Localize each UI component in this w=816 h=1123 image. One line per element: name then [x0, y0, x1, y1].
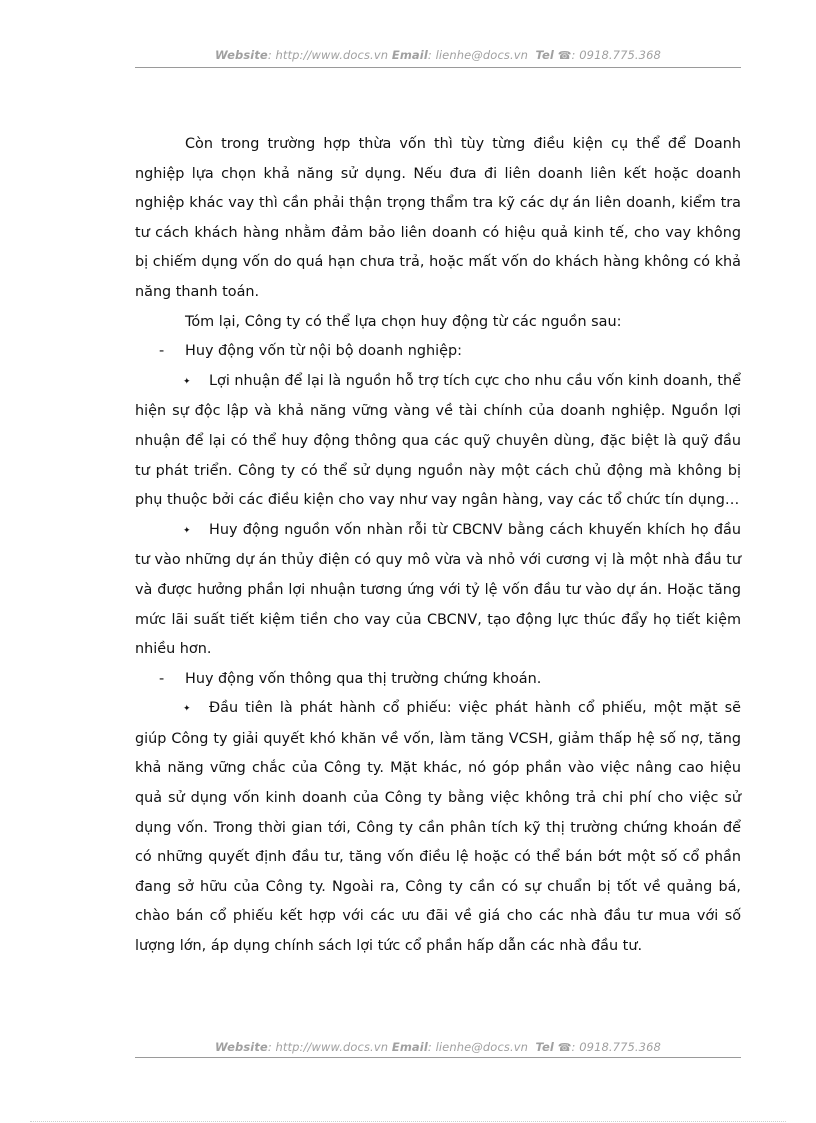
bullet-item-share-issuance [135, 694, 741, 961]
paragraph-summary: Tóm lại, Công ty có thể lựa chọn huy động từ các nguồn sau: [185, 313, 622, 330]
phone-icon: ☎ [557, 1041, 572, 1054]
bullet-item-text: Đầu tiên là phát hành cổ phiếu: việc phát hành cổ phiếu, một mặt sẽ giúp Công ty giải quyết khó khăn về vốn, làm tăng VCSH, giảm thấp hệ số nợ, tăng khả năng vững chắc của Công ty. Mặt khác, nó góp phần vào việc nâng cao hiệu quả sử dụng vốn kinh doanh của Công ty bằng việc không trả chi phí cho việc sử dụng vốn. Trong thời gian tới, Công ty cần phân tích kỹ thị trường chứng khoán để có những quyết định đầu tư, tăng vốn điều lệ hoặc có thể bán bớt một số cổ phần đang sở hữu của Công ty. Ngoài ra, Công ty cần có sự chuẩn bị tốt về quảng bá, chào bán cổ phiếu kết hợp với các ưu đãi về giá cho các nhà đầu tư mua với số lượng lớn, áp dụng chính sách lợi tức cổ phần hấp dẫn các nhà đầu tư. [135, 700, 741, 955]
email-value: : lienhe@docs.vn [427, 48, 529, 62]
header-rule [135, 67, 741, 68]
bullet-item-retained-profit [135, 367, 741, 516]
website-label: Website [215, 48, 268, 62]
diamond-bullet-icon: ✦ [183, 525, 191, 536]
phone-icon: ☎ [557, 49, 572, 62]
bullet-item-employee-capital [135, 516, 741, 665]
paragraph-surplus-capital: Còn trong trường hợp thừa vốn thì tùy từng điều kiện cụ thể để Doanh nghiệp lựa chọn khả năng sử dụng. Nếu đưa đi liên doanh liên kết hoặc doanh nghiệp khác vay thì cần phải thận trọng thẩm tra kỹ các dự án liên doanh, kiểm tra tư cách khách hàng nhằm đảm bảo liên doanh có hiệu quả kinh tế, cho vay không bị chiếm dụng vốn do quá hạn chưa trả, hoặc mất vốn do khách hàng không có khả năng thanh toán. [135, 136, 741, 300]
bullet-item-text: Lợi nhuận để lại là nguồn hỗ trợ tích cực cho nhu cầu vốn kinh doanh, thể hiện sự độc lập và khả năng vững vàng về tài chính của doanh nghiệp. Nguồn lợi nhuận để lại có thể huy động thông qua các quỹ chuyên dùng, đặc biệt là quỹ đầu tư phát triển. Công ty có thể sử dụng nguồn này một cách chủ động mà không bị phụ thuộc bởi các điều kiện cho vay như vay ngân hàng, vay các tổ chức tín dụng… [135, 372, 741, 509]
email-value: : lienhe@docs.vn [427, 1040, 529, 1054]
dash-marker: - [159, 670, 165, 687]
tel-label: Tel [535, 48, 554, 62]
dash-item-stock-market [135, 665, 741, 695]
dash-item-label: Huy động vốn từ nội bộ doanh nghiệp: [185, 343, 462, 360]
email-label: Email [391, 1040, 428, 1054]
page-footer [135, 1040, 741, 1054]
footer-rule [135, 1057, 741, 1058]
tel-label: Tel [535, 1040, 554, 1054]
website-value: : http://www.docs.vn [267, 1040, 389, 1054]
diamond-bullet-icon: ✦ [183, 376, 191, 387]
website-value: : http://www.docs.vn [267, 48, 389, 62]
dash-marker: - [159, 343, 165, 360]
tel-value: : 0918.775.368 [571, 48, 661, 62]
bullet-item-text: Huy động nguồn vốn nhàn rỗi từ CBCNV bằng cách khuyến khích họ đầu tư vào những dự án thủy điện có quy mô vừa và nhỏ với cương vị là một nhà đầu tư và được hưởng phần lợi nhuận tương ứng với tỷ lệ vốn đầu tư vào dự án. Hoặc tăng mức lãi suất tiết kiệm tiền cho vay của CBCNV, tạo động lực thúc đẩy họ tiết kiệm nhiều hơn. [135, 521, 741, 658]
document-body [135, 130, 741, 962]
page-bottom-dotted-edge [30, 1121, 786, 1122]
tel-value: : 0918.775.368 [571, 1040, 661, 1054]
dash-item-label: Huy động vốn thông qua thị trường chứng khoán. [185, 670, 542, 687]
page-header [135, 48, 741, 62]
website-label: Website [215, 1040, 268, 1054]
email-label: Email [391, 48, 428, 62]
dash-item-internal [135, 337, 741, 367]
diamond-bullet-icon: ✦ [183, 704, 191, 715]
